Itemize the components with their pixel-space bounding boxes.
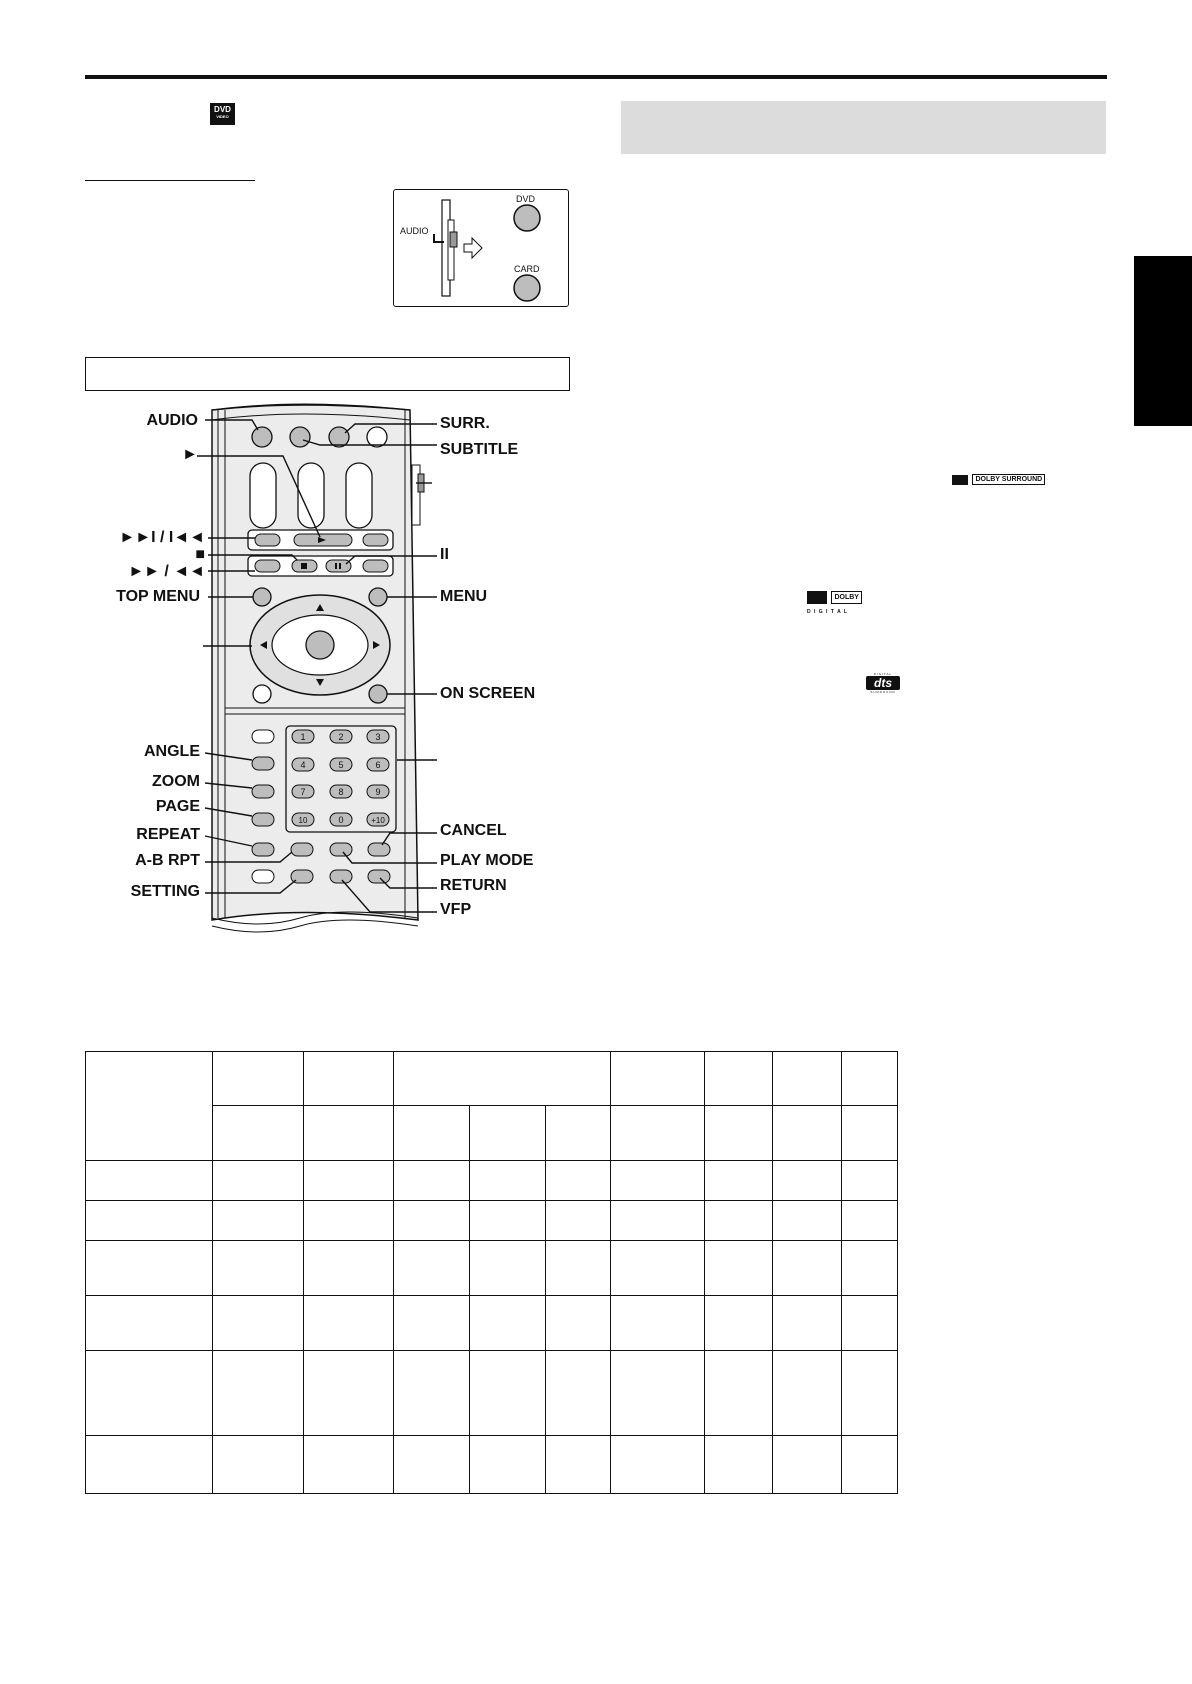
label-repeat: REPEAT (136, 826, 200, 843)
label-menu: MENU (440, 588, 488, 605)
keypad-button-label: 3 (375, 732, 381, 742)
enter-button[interactable] (306, 631, 334, 659)
dts-bottom-text: SURROUND (870, 690, 896, 694)
table-cell (611, 1052, 705, 1106)
table-row (86, 1296, 898, 1351)
dolby-digital-logo (807, 591, 865, 617)
keypad-button-label: 8 (338, 787, 344, 797)
keypad-button-label: +10 (371, 816, 385, 825)
table-cell (213, 1052, 304, 1106)
label-ab-rpt: A-B RPT (135, 852, 200, 869)
keypad-button-label: 5 (338, 760, 344, 770)
table-cell (773, 1052, 842, 1106)
surr-button[interactable] (329, 427, 349, 447)
label-audio: AUDIO (146, 412, 198, 429)
audio-button[interactable] (252, 427, 272, 447)
dts-logo (866, 672, 900, 698)
label-return: RETURN (440, 877, 507, 894)
keypad-button-label: 1 (300, 732, 306, 742)
label-pause: II (440, 546, 449, 563)
dolby-surround-text: DOLBY SURROUND (972, 474, 1045, 485)
blank-button[interactable] (367, 427, 387, 447)
table-cell (842, 1106, 898, 1161)
keypad-button-label: 10 (298, 816, 308, 825)
table-cell (705, 1106, 773, 1161)
keypad-button-label: 9 (375, 787, 381, 797)
label-surr: SURR. (440, 415, 490, 432)
on-screen-button[interactable] (369, 685, 387, 703)
table-cell (394, 1106, 470, 1161)
table-cell (546, 1106, 611, 1161)
keypad-button-label: 0 (338, 815, 344, 825)
zoom-button[interactable] (252, 785, 274, 798)
table-cell (394, 1052, 611, 1106)
repeat-button[interactable] (252, 843, 274, 856)
grid-table (85, 1051, 898, 1494)
keypad-button-label: 7 (300, 787, 306, 797)
table-row (86, 1351, 898, 1436)
table-cell (611, 1106, 705, 1161)
label-skip: ►►I / I◄◄ (119, 529, 205, 546)
top-menu-button[interactable] (253, 588, 271, 606)
dvd-badge-sublabel: VIDEO (216, 114, 229, 119)
label-search: ►► / ◄◄ (128, 563, 205, 580)
keypad-button-label: 6 (375, 760, 381, 770)
keypad-button-label: 2 (338, 732, 344, 742)
keypad-button-label: 4 (300, 760, 306, 770)
subtitle-button[interactable] (290, 427, 310, 447)
label-play: ► (182, 446, 198, 463)
label-setting: SETTING (130, 883, 200, 900)
return-button[interactable] (368, 870, 390, 883)
table-cell (842, 1052, 898, 1106)
dts-top-text: DIGITAL (873, 672, 893, 676)
label-play-mode: PLAY MODE (440, 852, 534, 869)
angle-button[interactable] (252, 757, 274, 770)
rewind-button[interactable] (255, 560, 280, 572)
table-cell (86, 1052, 213, 1161)
label-zoom: ZOOM (152, 773, 200, 790)
dolby-digital-subtext: D I G I T A L (807, 609, 848, 615)
page-button[interactable] (252, 813, 274, 826)
switch-audio-label: AUDIO (400, 226, 429, 236)
switch-card-label: CARD (514, 264, 540, 274)
label-top-menu: TOP MENU (116, 588, 200, 605)
table-cell (705, 1052, 773, 1106)
label-cancel: CANCEL (440, 822, 507, 839)
table-cell (213, 1106, 304, 1161)
label-stop: ■ (195, 546, 205, 563)
label-subtitle: SUBTITLE (440, 441, 519, 458)
menu-button[interactable] (369, 588, 387, 606)
pause-button[interactable] (326, 560, 351, 572)
compatibility-table (85, 1051, 898, 1494)
label-angle: ANGLE (144, 743, 200, 760)
table-row (86, 1436, 898, 1494)
table-row (86, 1161, 898, 1201)
label-on-screen: ON SCREEN (440, 685, 536, 702)
table-cell (773, 1106, 842, 1161)
label-vfp: VFP (440, 901, 472, 918)
dts-text: dts (866, 676, 900, 690)
switch-dvd-label: DVD (516, 194, 536, 204)
label-page: PAGE (155, 798, 200, 815)
play-mode-button[interactable] (330, 843, 352, 856)
dolby-digital-text: DOLBY (831, 591, 862, 604)
fast-forward-button[interactable] (363, 560, 388, 572)
dvd-badge-label: DVD (214, 105, 231, 114)
ab-rpt-button[interactable] (291, 843, 313, 856)
table-cell (304, 1052, 394, 1106)
table-cell (470, 1106, 546, 1161)
table-row (86, 1201, 898, 1241)
table-row (86, 1241, 898, 1296)
vfp-button[interactable] (330, 870, 352, 883)
prev-button[interactable] (255, 534, 280, 546)
table-cell (304, 1106, 394, 1161)
cancel-button[interactable] (368, 843, 390, 856)
next-button[interactable] (363, 534, 388, 546)
dolby-surround-logo (952, 474, 1047, 486)
